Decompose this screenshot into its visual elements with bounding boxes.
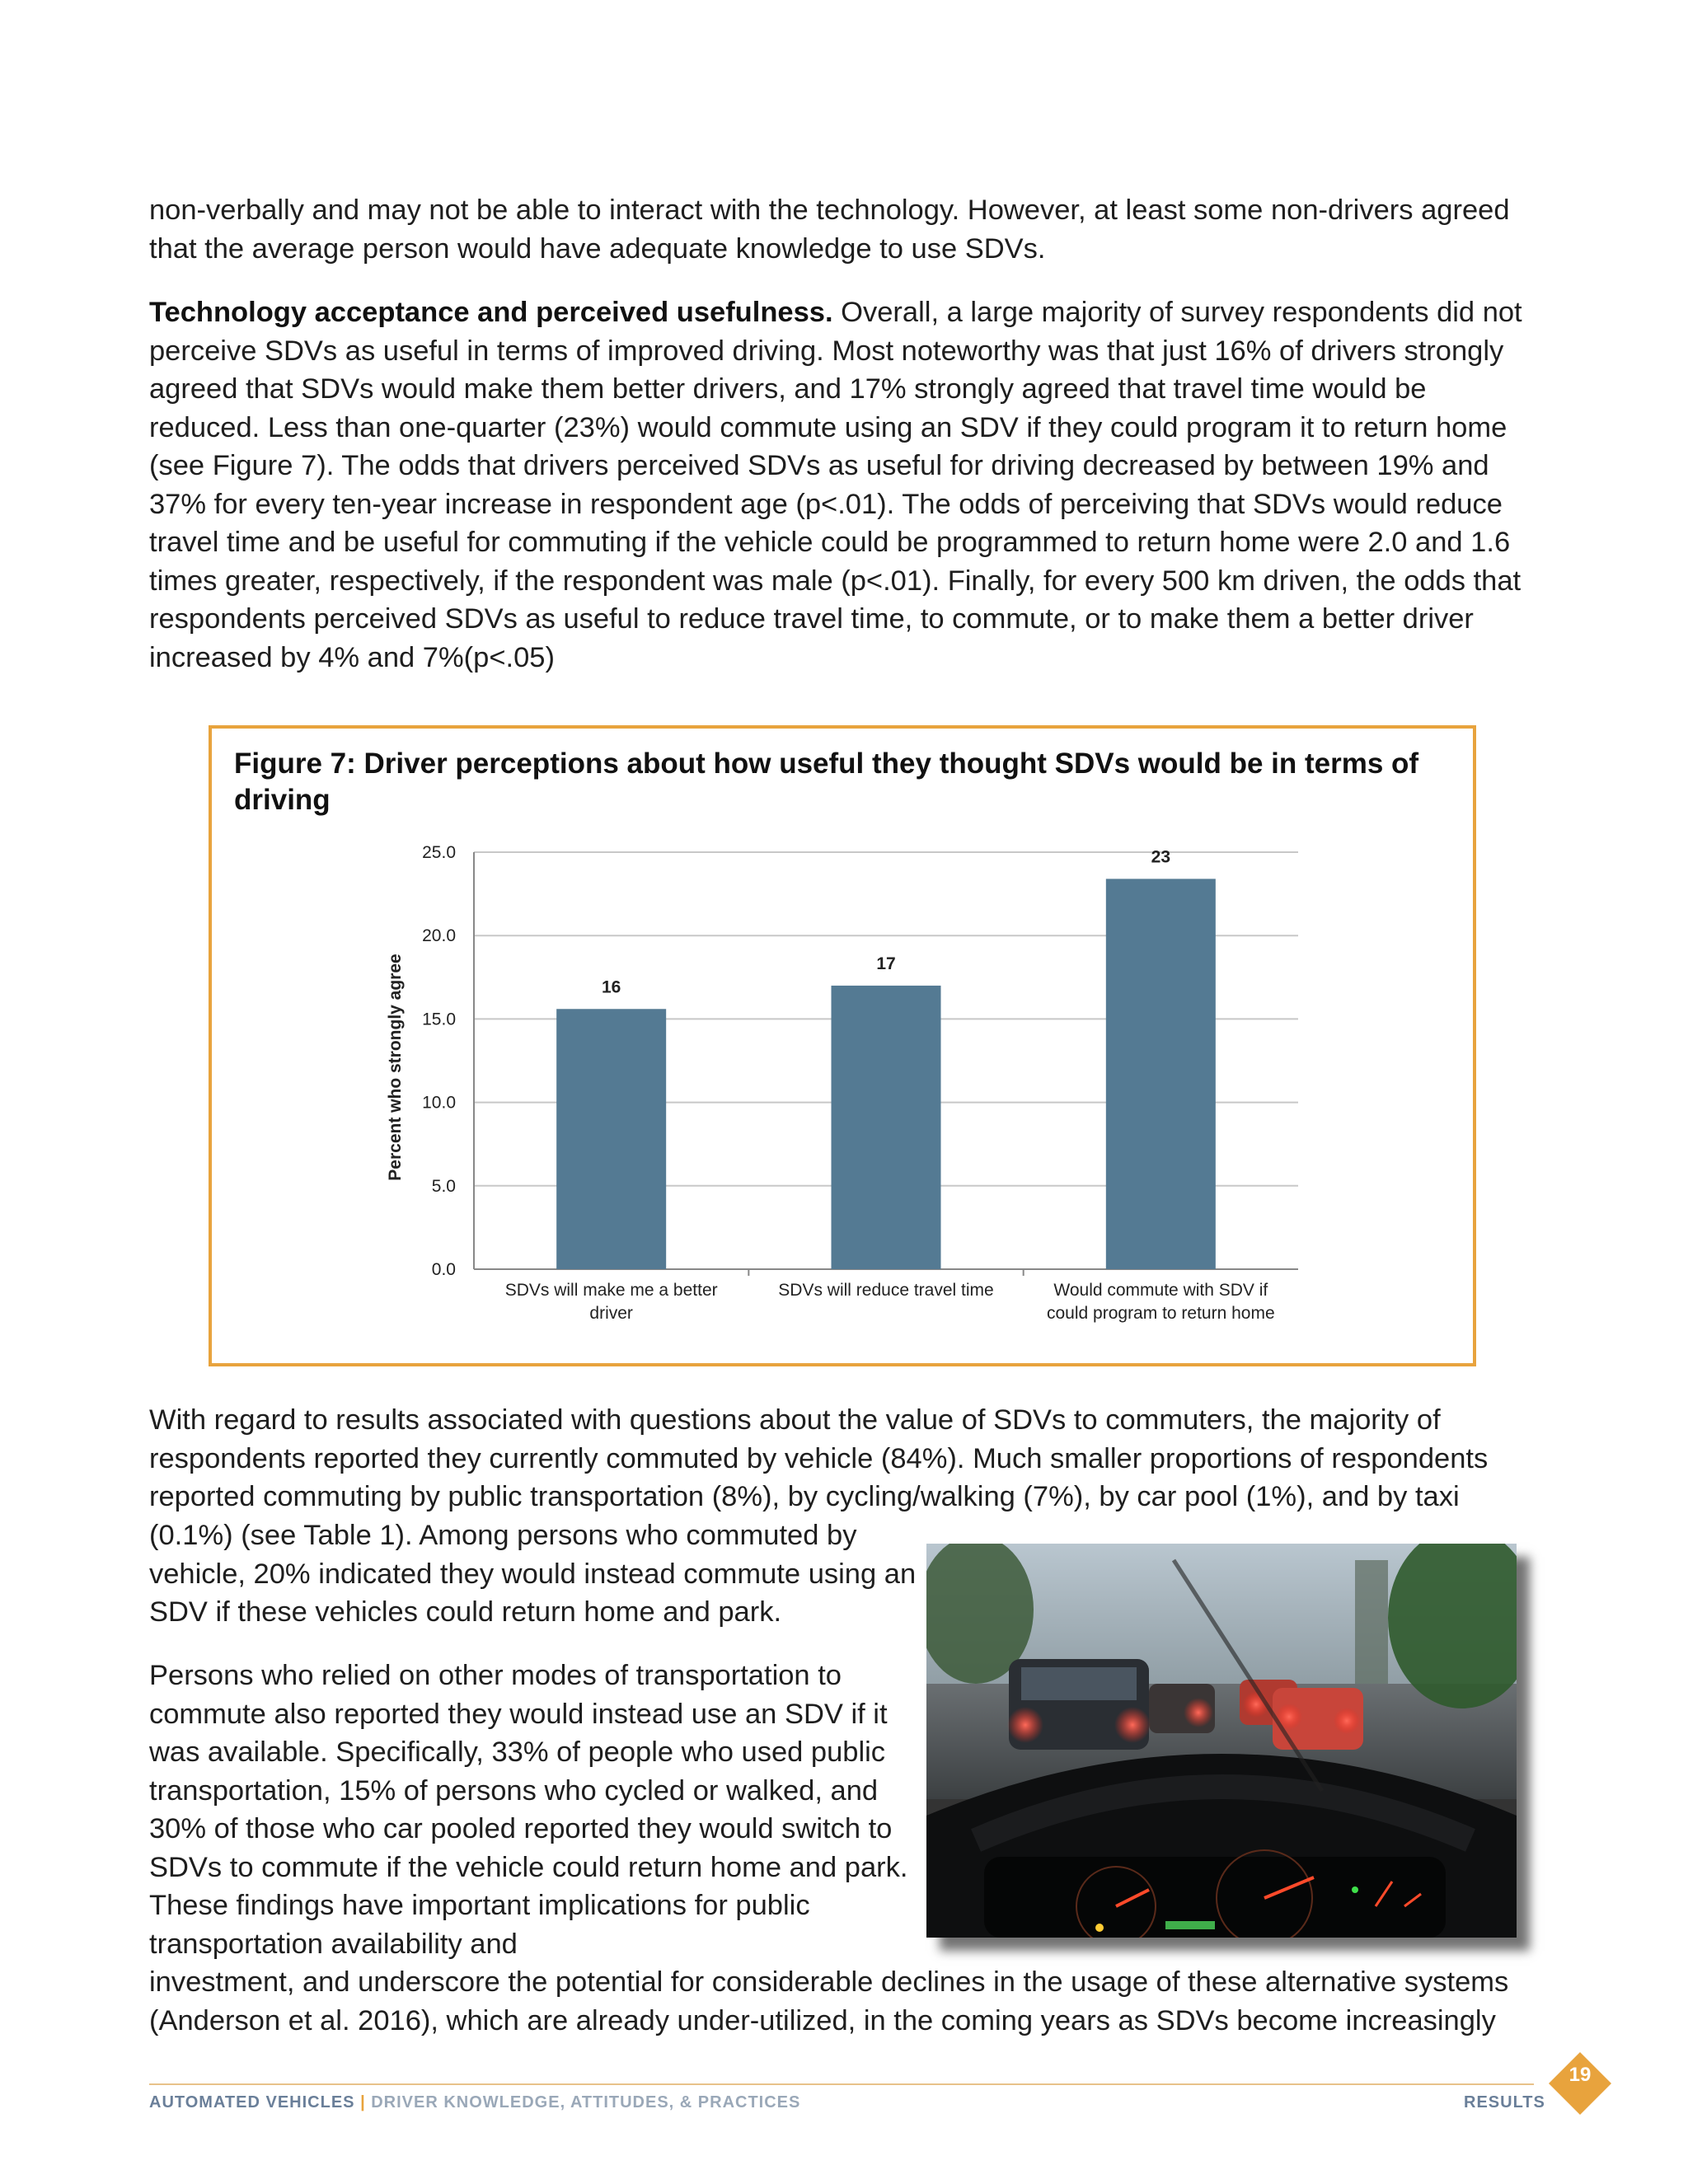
y-tick-label: 5.0: [431, 1176, 456, 1196]
paragraph-commuters: With regard to results associated with questions about the value of SDVs to commuters, the majority of respondents reported they currently commuted by vehicle (84%). Much smaller proportions of respondents reported commuting by public transportation (8%), by cycling/walking (7%), by car pool (1%), and by taxi: [149, 1404, 1489, 1512]
bar-data-label: 23: [1151, 847, 1171, 867]
bar: [1106, 879, 1216, 1269]
section-heading-usefulness: Technology acceptance and perceived usefulness.: [149, 297, 833, 328]
footer-section-name: RESULTS: [1464, 2093, 1545, 2111]
figure-7-title: Figure 7: Driver perceptions about how useful they thought SDVs would be in terms of driving: [234, 748, 1419, 816]
paragraph-other-modes: Persons who relied on other modes of transportation to commute also reported they would instead use an SDV if it was available. Specifically, 33% of people who used public transportation, 15% of persons who cycled or walked, and 30% of those who car pooled reported they would switch to SDVs to commute if the vehicle could return home and park. These findings have important implications for public transportation availability and: [149, 1660, 908, 1960]
figure-7-bar-chart: [346, 824, 1319, 1335]
x-category-label: Would commute with SDV if: [1053, 1281, 1268, 1300]
y-axis-title: Percent who strongly agree: [386, 954, 405, 1181]
footer-series-title: AUTOMATED VEHICLES: [149, 2093, 355, 2111]
paragraph-intro: non-verbally and may not be able to interact with the technology. However, at least some non-drivers agreed that the average person would have adequate knowledge to use SDVs.: [149, 194, 1510, 265]
y-tick-label: 25.0: [422, 843, 456, 862]
bar: [556, 1009, 666, 1269]
bar-data-label: 16: [601, 977, 621, 997]
x-category-label: SDVs will reduce travel time: [778, 1281, 994, 1300]
y-tick-label: 0.0: [431, 1260, 456, 1279]
x-category-label: driver: [589, 1304, 633, 1323]
paragraph-other-modes-cont: investment, and underscore the potential for considerable declines in the usage of these alternative systems (Anderson et al. 2016), which are already under-utilized, in the coming years as SDVs become increasingly: [149, 1966, 1509, 2036]
footer-separator: |: [360, 2093, 366, 2111]
page-number: 19: [1568, 2064, 1592, 2086]
y-tick-label: 20.0: [422, 926, 456, 946]
paragraph-commuters-cont: (0.1%) (see Table 1). Among persons who commuted by vehicle, 20% indicated they would instead commute using an SDV if these vehicles could return home and park.: [149, 1520, 917, 1628]
dashboard-traffic-photo: [926, 1544, 1517, 1938]
x-category-label: SDVs will make me a better: [504, 1281, 718, 1300]
bar: [832, 986, 941, 1269]
paragraph-usefulness: [149, 293, 1542, 677]
y-tick-label: 10.0: [422, 1093, 456, 1113]
usefulness-text: Overall, a large majority of survey respondents did not perceive SDVs as useful in terms of improved driving. Most noteworthy was that just 16% of drivers strongly agreed that SDVs would make them better drivers, and 17% strongly agreed that travel time would be reduced. Less than one-quarter (23%) would commute using an SDV if they could program it to return home (see Figure 7). The odds that drivers perceived SDVs as useful for driving decreased by between 19% and 37% for every ten-year increase in respondent age (p<.01). The odds of perceiving that SDVs would reduce travel time and be useful for commuting if the vehicle could be programmed to return home were 2.0 and 1.6 times greater, respectively, if the respondent was male (p<.01). Finally, for every 500 km driven, the odds that respondents perceived SDVs as useful to reduce travel time, to commute, or to make them a better driver increased by 4% and 7%(p<.05): [149, 297, 1522, 673]
bar-data-label: 17: [876, 954, 896, 973]
footer-report-title: DRIVER KNOWLEDGE, ATTITUDES, & PRACTICES: [371, 2093, 801, 2111]
footer-rule: [149, 2083, 1534, 2085]
x-category-label: could program to return home: [1047, 1304, 1275, 1323]
y-tick-label: 15.0: [422, 1010, 456, 1029]
footer-document-title: [149, 2093, 800, 2112]
page-number-badge: [1547, 2050, 1613, 2116]
